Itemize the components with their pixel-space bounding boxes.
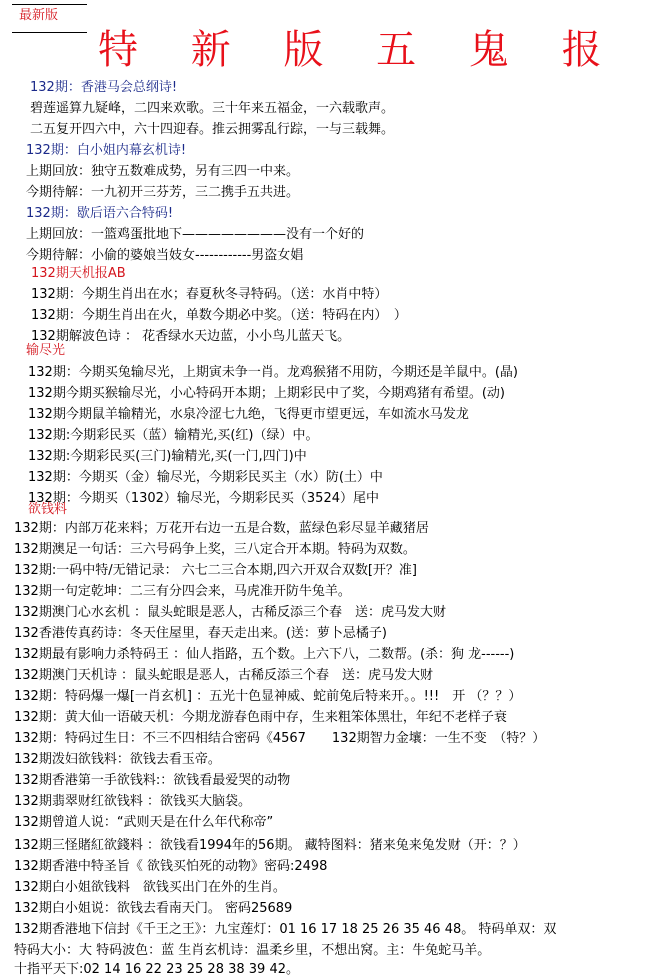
text-line: 132期：黄大仙一语破天机：今期龙游春色雨中存，生来粗笨体黑壮，年纪不老样子衰 — [14, 710, 507, 725]
text-line: 132期曾道人说：“武则天是在什么年代称帝” — [14, 815, 274, 830]
text-line: 132期:今期彩民买（蓝）输精光,买(红)（绿）中。 — [28, 428, 319, 443]
text-line: 132期:一码中特/无错记录： 六七二三合本期,四六开双合双数[开？准] — [14, 563, 417, 578]
poem-line: 碧莲遥算九疑峰，二四来欢歌。三十年来五福金，一六载歌声。 — [30, 101, 395, 116]
text-line: 132期澳门天机诗 ：鼠头蛇眼是恶人，古稀反添三个春 送：虎马发大财 — [14, 668, 433, 683]
text-line: 今期待解：一九初开三芬芳，三二携手五共进。 — [26, 185, 300, 200]
text-line: 132期香港地下信封《千王之王》：九宝莲灯：01 16 17 18 25 26 35 46 48。 特码单双：双 — [14, 922, 557, 937]
text-line: 132期：今期生肖出在火，单数今期必中奖。（送：特码在内） ） — [31, 308, 407, 323]
poem-line: 二五复开四六中，六十四迎春。推云拥雾乱行踪，一与三载舞。 — [30, 122, 395, 137]
text-line: 今期待解：小偷的婆娘当妓女------------男盗女娼 — [26, 248, 304, 263]
section-heading-insider-poem: 132期：白小姐内幕玄机诗! — [26, 143, 187, 158]
text-line: 132期翡翠财红欲钱料 ：欲钱买大脑袋。 — [14, 794, 251, 809]
text-line: 十指平天下:02 14 16 22 23 25 28 38 39 42。 — [14, 962, 299, 977]
text-line: 132期：内部万花来料；万花开右边一五是合数，蓝绿色彩尽显羊藏猪居 — [14, 521, 429, 536]
text-line: 132期泼妇欲钱料：欲钱去看玉帝。 — [14, 752, 221, 767]
text-line: 132期香港中特圣旨《 欲钱买怕死的动物》密码:2498 — [14, 859, 328, 874]
text-line: 132期澳足一句话：三六号码争上奖，三八定合开本期。特码为双数。 — [14, 542, 416, 557]
text-line: 132期香港第一手欲钱料:：欲钱看最爱哭的动物 — [14, 773, 291, 788]
section-heading-hk-poem: 132期：香港马会总纲诗! — [30, 80, 178, 95]
page-title: 特 新 版 五 鬼 报 — [98, 27, 622, 73]
section-heading-money-clue: 欲钱料 — [28, 502, 68, 517]
text-line: 132期：今期买兔输尽光，上期寅未争一肖。龙鸡猴猪不用防，今期还是羊鼠中。(晶) — [28, 365, 518, 380]
text-line: 132期白小姐说：欲钱去看南天门。 密码25689 — [14, 901, 293, 916]
badge-divider — [12, 32, 87, 33]
text-line: 132期：今期买（1302）输尽光，今期彩民买（3524）尾中 — [28, 491, 379, 506]
text-line: 132期：今期生肖出在水；春夏秋冬寻特码。（送：水肖中特） — [31, 287, 388, 302]
text-line: 132期：特码过生日：不三不四相结合密码《4567 132期智力金壤：一生不变 （特？） — [14, 731, 546, 746]
text-line: 132期白小姐欲钱料 欲钱买出门在外的生肖。 — [14, 880, 286, 895]
text-line: 132期解波色诗 ： 花香绿水天边蓝，小小鸟儿蓝天飞。 — [31, 329, 351, 344]
text-line: 132期澳门心水玄机 ：鼠头蛇眼是恶人，古稀反添三个春 送：虎马发大财 — [14, 605, 446, 620]
section-heading-lose-all: 输尽光 — [26, 343, 66, 358]
text-line: 132期:今期彩民买(三门)输精光,买(一门,四门)中 — [28, 449, 307, 464]
text-line: 132期一句定乾坤：二三有分四会来，马虎准开防牛兔羊。 — [14, 584, 351, 599]
text-line: 132期：特码爆一爆[一肖玄机] ：五光十色显神威、蛇前兔后特来开。。!!! 开 （？？） — [14, 689, 522, 704]
text-line: 132期三怪賭紅欲錢料 ：欲钱看1994年的56期。 藏特图料：猪来兔来兔发财（开：？） — [14, 838, 526, 853]
latest-edition-badge: 最新版 — [19, 8, 59, 23]
text-line: 上期回放：一篮鸡蛋批地下————————没有一个好的 — [26, 227, 365, 242]
text-line: 132期最有影响力杀特码王 ：仙人指路，五个数。上六下八，二数帮。(杀：狗 龙------) — [14, 647, 515, 662]
text-line: 132期：今期买（金）输尽光，今期彩民买主（水）防(土）中 — [28, 470, 383, 485]
section-heading-proverb: 132期：歇后语六合特码! — [26, 206, 174, 221]
text-line: 特码大小：大 特码波色：蓝 生肖玄机诗：温柔乡里，不想出窝。主：牛兔蛇马羊。 — [14, 943, 491, 958]
text-line: 132期今期鼠羊输精光，水泉冷涩七九绝，飞得更市望更远，车如流水马发龙 — [28, 407, 469, 422]
section-heading-tianji-ab: 132期天机报AB — [31, 266, 126, 281]
text-line: 132期今期买猴输尽光，小心特码开本期；上期彩民中了奖，今期鸡猪有希望。(动) — [28, 386, 505, 401]
text-line: 132香港传真药诗：冬天住屋里，春天走出来。(送：萝卜忌橘子) — [14, 626, 387, 641]
text-line: 上期回放：独守五数难成势，另有三四一中来。 — [26, 164, 300, 179]
